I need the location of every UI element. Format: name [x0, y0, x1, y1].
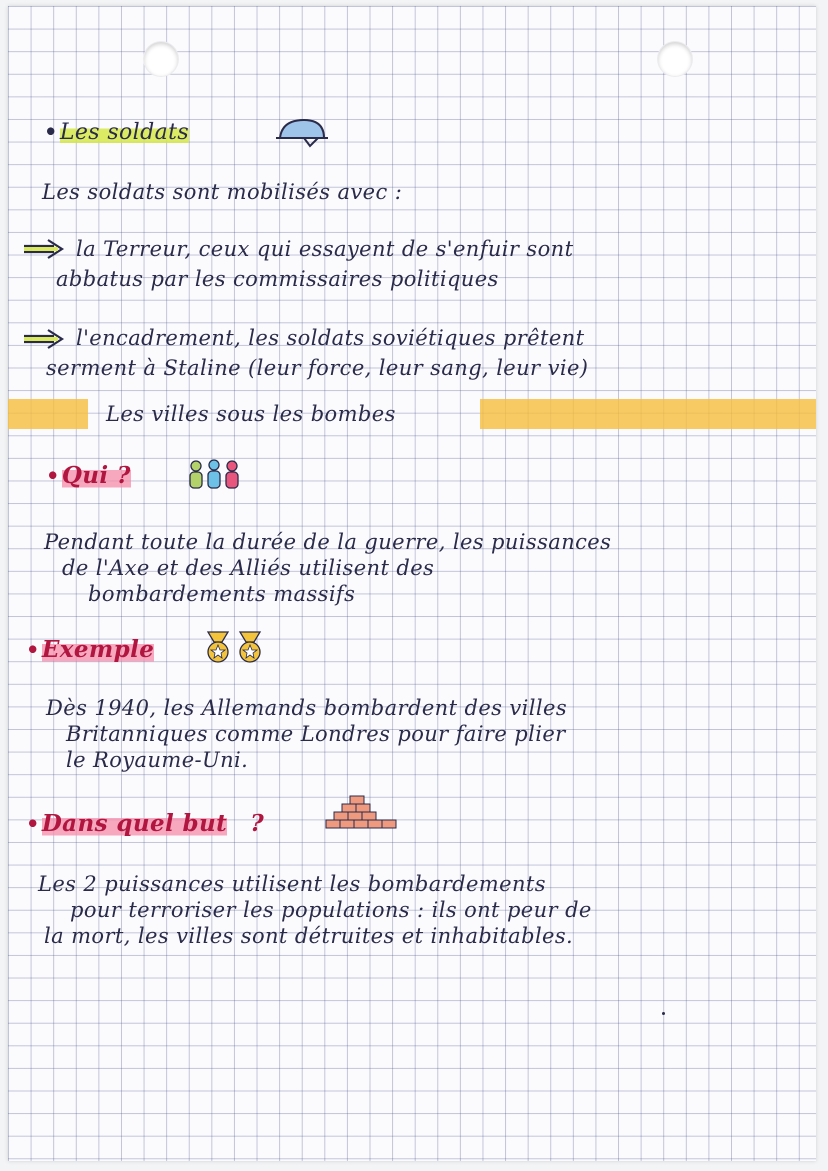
encadrement-line-2: serment à Staline (leur force, leur sang, leur vie): [46, 356, 589, 380]
but-text-line-2: pour terroriser les populations : ils ont peur de: [70, 898, 592, 922]
but-heading: [26, 810, 264, 837]
title-highlight-right: [480, 399, 816, 429]
ink-dot: [662, 1012, 665, 1015]
arrow-icon: [22, 328, 68, 350]
heading-text: Les soldats: [59, 120, 190, 145]
section-title: Les villes sous les bombes: [106, 402, 396, 426]
soldats-intro: Les soldats sont mobilisés avec :: [42, 180, 403, 204]
heading-text: Dans quel but: [41, 810, 228, 837]
terreur-line-2: abbatus par les commissaires politiques: [56, 267, 499, 291]
heading-text: Qui ?: [61, 462, 131, 489]
exemple-text-line-2: Britanniques comme Londres pour faire plier: [66, 722, 566, 746]
binder-hole-left: [144, 42, 178, 76]
bullet: •: [26, 637, 40, 662]
qui-text-line-2: de l'Axe et des Alliés utilisent des: [62, 556, 435, 580]
terreur-line-1: la Terreur, ceux qui essayent de s'enfuir sont: [76, 237, 574, 261]
exemple-text-line-3: le Royaume-Uni.: [66, 748, 249, 772]
title-highlight-left: [8, 399, 88, 429]
heading-text: Exemple: [41, 636, 155, 663]
binder-hole-right: [658, 42, 692, 76]
rubble-bricks-icon: [320, 794, 400, 836]
notebook-page: [8, 6, 816, 1161]
section-soldats-heading: [44, 119, 189, 145]
medal-icon: [204, 630, 266, 666]
qui-heading: [46, 462, 131, 489]
exemple-text-line-1: Dès 1940, les Allemands bombardent des villes: [46, 696, 568, 720]
arrow-icon: [22, 238, 68, 260]
qui-text-line-1: Pendant toute la durée de la guerre, les puissances: [44, 530, 612, 554]
question-mark: ?: [250, 810, 265, 837]
encadrement-line-1: l'encadrement, les soldats soviétiques prêtent: [76, 326, 585, 350]
bullet: •: [46, 463, 60, 488]
qui-text-line-3: bombardements massifs: [88, 582, 356, 606]
but-text-line-1: Les 2 puissances utilisent les bombardements: [38, 872, 546, 896]
bullet: •: [44, 119, 58, 144]
people-icon: [184, 458, 244, 492]
exemple-heading: [26, 636, 154, 663]
but-text-line-3: la mort, les villes sont détruites et inhabitables.: [44, 924, 574, 948]
bullet: •: [26, 811, 40, 836]
helmet-icon: [274, 116, 330, 150]
